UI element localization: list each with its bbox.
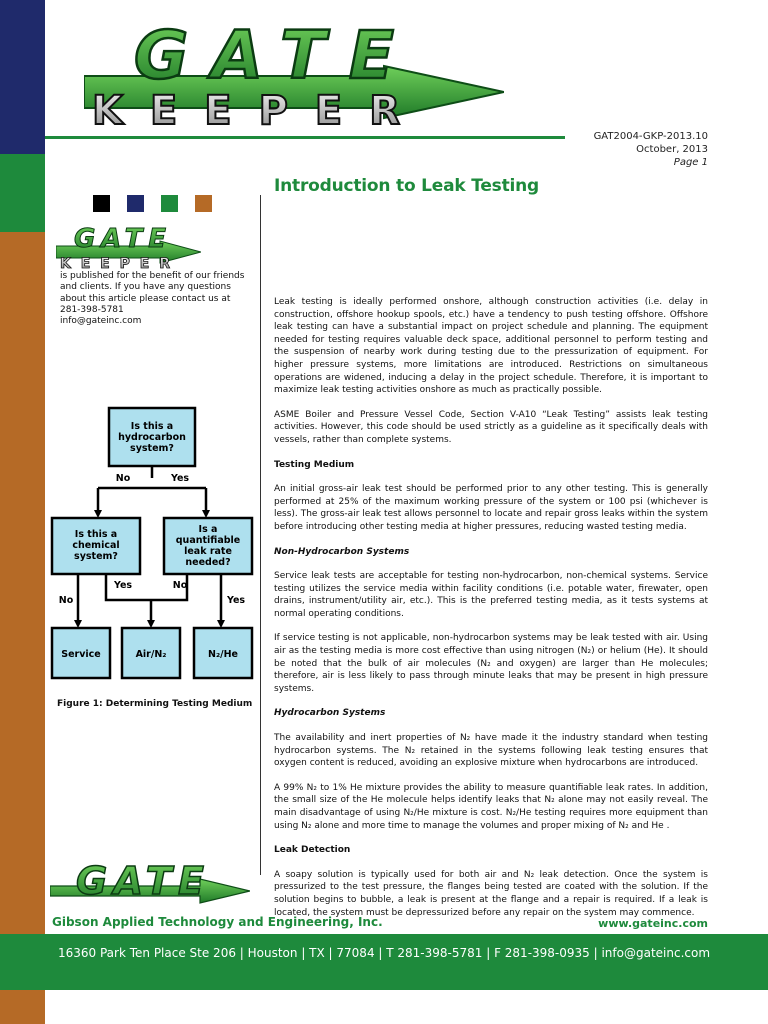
svg-text:quantifiable: quantifiable <box>175 535 241 546</box>
svg-text:leak rate: leak rate <box>184 546 232 557</box>
svg-text:hydrocarbon: hydrocarbon <box>118 432 186 443</box>
header-rule <box>45 136 565 139</box>
svg-text:Service: Service <box>61 649 101 660</box>
flowchart-testing-medium <box>45 400 260 690</box>
page-title: Introduction to Leak Testing <box>274 176 540 196</box>
gate-footer-logo <box>50 860 250 908</box>
svg-text:Is this a: Is this a <box>130 421 174 432</box>
paragraph: If service testing is not applicable, non-hydrocarbon systems may be leak tested with air. Using air as the testing media is more cost effective than using nitrogen (N₂) or helium (He). It should be noted that the bulk of air molecules (N₂ and oxygen) are larger than He molecules; therefore, air is less likely to pass through minute leaks that may be present in high pressure systems. <box>274 633 708 694</box>
gatekeeper-small-logo <box>56 218 201 270</box>
side-stripe-brown <box>0 232 45 1024</box>
footer-bar <box>0 934 768 990</box>
paragraph: An initial gross-air leak test should be performed prior to any other testing. This is generally performed at 25% of the maximum working pressure of the system or 100 psi (whichever is less). The gross-air leak test allows personnel to locate and repair gross leaks within the system before introducing other testing media at higher pressures, reducing wasted testing media. <box>274 484 708 532</box>
section-heading-leak-detection: Leak Detection <box>274 845 351 856</box>
svg-text:N₂/He: N₂/He <box>208 649 238 660</box>
svg-text:chemical: chemical <box>72 540 120 551</box>
paragraph: Leak testing is ideally performed onshore, although construction activities (i.e. delay in construction, offshore hookup spools, etc.) have a tendency to push testing offshore. Offshore leak testing can have a substantial impact on project schedule and planning. The equipment needed for testing requires valuable deck space, additional personnel to perform testing and the suspension of nearby work during testing due to the pressurization of equipment. For higher pressure systems, more limitations are introduced. Restrictions on simultaneous operations are widened, inducing a delay in the project schedule. Therefore, it is important to maximize leak testing activities onshore as much as practically possible. <box>274 297 708 396</box>
paragraph: Service leak tests are acceptable for testing non-hydrocarbon, non-chemical systems. Service testing utilizes the service media within facility conditions (i.e. potable water, firewater, open drains, instrument/utility air, etc.). This is the preferred testing media, as it tests systems at normal operating conditions. <box>274 571 708 619</box>
publish-line: is published for the benefit of our friends <box>60 271 245 281</box>
publish-note <box>60 271 246 327</box>
contact-phone: 281-398-5781 <box>60 304 124 315</box>
publish-line: about this article please contact us at <box>60 293 231 304</box>
gatekeeper-logo <box>84 12 504 130</box>
paragraph: A 99% N₂ to 1% He mixture provides the ability to measure quantifiable leak rates. In addition, the small size of the He molecule helps identify leaks that N₂ alone may not easily reveal. The main disadvantage of using N₂/He mixture is cost. N₂/He testing requires more equipment than using N₂ alone and more time to manage the volumes and proper mixing of N₂ and He . <box>274 782 708 831</box>
company-name: Gibson Applied Technology and Engineering, Inc. <box>52 915 383 929</box>
paragraph: The availability and inert properties of N₂ have made it the industry standard when testing hydrocarbon systems. The N₂ retained in the systems following leak testing ensures that oxygen content is reduced, avoiding an explosive mixture when hydrocarbons are introduced. <box>274 733 708 769</box>
section-heading-hydrocarbon: Hydrocarbon Systems <box>274 708 386 719</box>
flow-label-no: No <box>115 473 131 484</box>
svg-text:GATE: GATE <box>74 224 166 254</box>
figure-caption: Figure 1: Determining Testing Medium <box>57 699 253 709</box>
doc-id: GAT2004-GKP-2013.10 <box>593 131 708 142</box>
color-square-green <box>161 195 178 212</box>
article-body <box>274 296 708 931</box>
website-link[interactable]: www.gateinc.com <box>598 917 708 930</box>
footer-address: 16360 Park Ten Place Ste 206 | Houston | TX | 77084 | T 281-398-5781 | F 281-398-0935 | info@gateinc.com <box>57 946 711 960</box>
contact-email[interactable]: info@gateinc.com <box>60 316 142 327</box>
svg-text:GATE: GATE <box>76 860 204 903</box>
paragraph: A soapy solution is typically used for both air and N₂ leak detection. Once the system is pressurized to the test pressure, the flanges being tested are coated with the solution. If the solution begins to bubble, a leak is present at the flange and a repair is required. If a leak is located, the system must be depressurized before any repair on the system may commence. <box>274 869 708 918</box>
flow-label-no: No <box>172 580 188 591</box>
paragraph: ASME Boiler and Pressure Vessel Code, Section V-A10 “Leak Testing” assists leak testing activities. However, this code should be used strictly as a guideline as it specifically deals with vessels, rather than complete systems. <box>274 409 708 445</box>
svg-text:KEEPER: KEEPER <box>60 256 170 270</box>
flow-label-yes: Yes <box>170 473 190 484</box>
section-heading-non-hydrocarbon: Non-Hydrocarbon Systems <box>274 546 410 557</box>
svg-text:Is this a: Is this a <box>74 529 118 540</box>
flow-label-no: No <box>58 595 74 606</box>
color-square-brown <box>195 195 212 212</box>
flow-label-yes: Yes <box>113 580 133 591</box>
page-number: Page 1 <box>673 157 708 168</box>
section-heading-testing-medium: Testing Medium <box>274 459 355 470</box>
logo-gate-text: GATE <box>134 17 394 94</box>
publish-line: and clients. If you have any questions <box>60 282 231 293</box>
logo-keeper-text: KEEPER <box>92 88 422 130</box>
column-divider <box>260 195 261 875</box>
svg-text:needed?: needed? <box>185 557 231 568</box>
flow-label-yes: Yes <box>226 595 246 606</box>
svg-text:Air/N₂: Air/N₂ <box>135 649 167 660</box>
color-square-navy <box>127 195 144 212</box>
side-stripe-navy <box>0 0 45 154</box>
doc-date: October, 2013 <box>636 144 708 155</box>
svg-text:system?: system? <box>74 551 118 562</box>
svg-text:system?: system? <box>130 443 174 454</box>
side-stripe-green <box>0 154 45 232</box>
svg-text:Is a: Is a <box>198 524 218 535</box>
color-square-black <box>93 195 110 212</box>
